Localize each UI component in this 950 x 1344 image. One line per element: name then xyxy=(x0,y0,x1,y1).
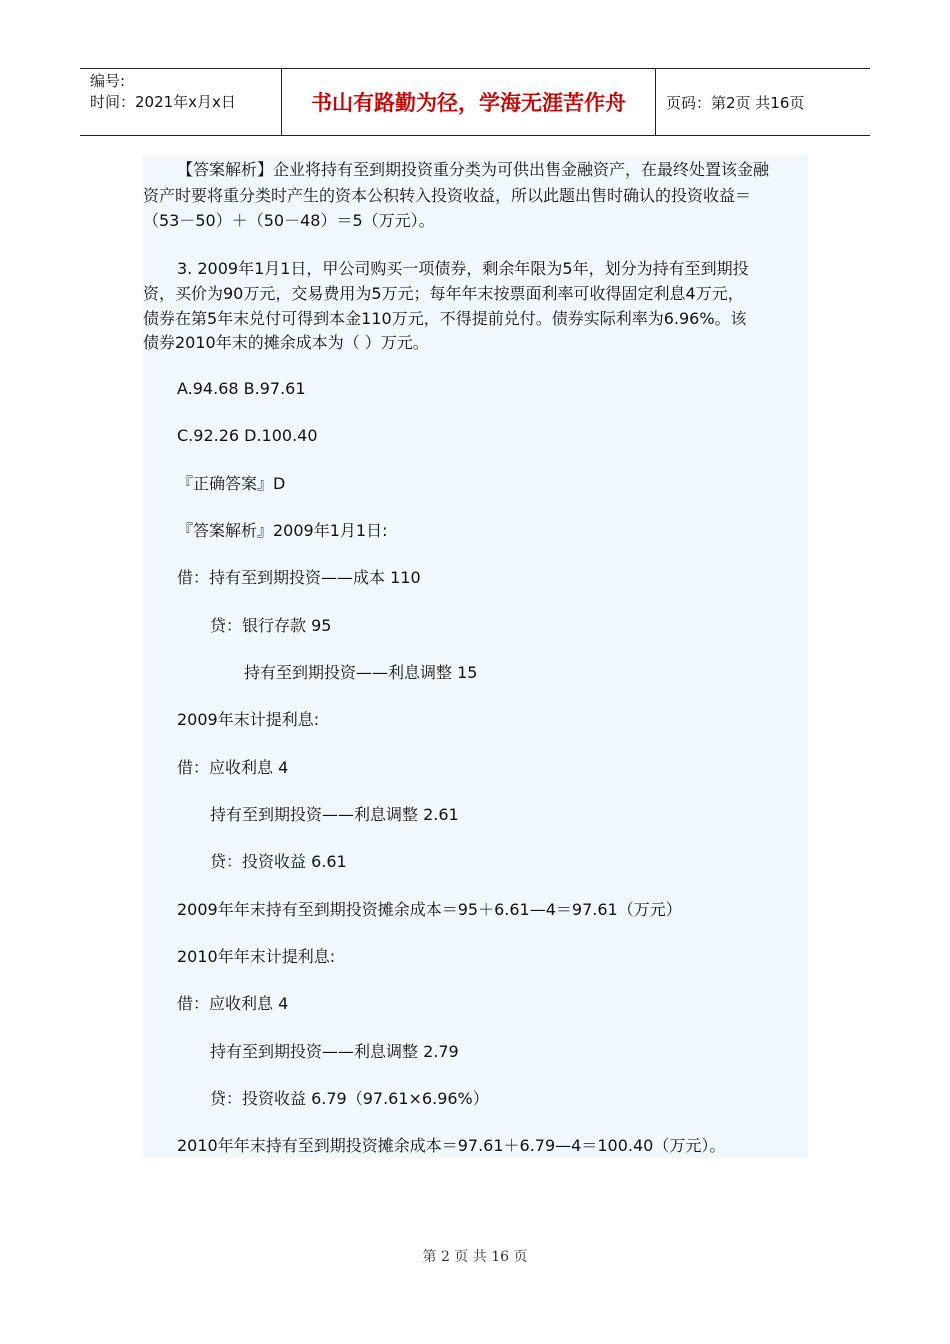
journal-entry-line: 持有至到期投资——利息调整 15 xyxy=(244,663,478,682)
journal-entry-line: 贷：投资收益 6.61 xyxy=(210,852,347,871)
number-label: 编号: xyxy=(90,72,126,90)
question-line: 3. 2009年1月1日，甲公司购买一项债券，剩余年限为5年，划分为持有至到期投 xyxy=(177,259,749,278)
options-ab: A.94.68 B.97.61 xyxy=(177,379,306,398)
header-motto: 书山有路勤为径，学海无涯苦作舟 xyxy=(282,69,656,135)
question-line: 债券在第5年末兑付可得到本金110万元，不得提前兑付。债券实际利率为6.96%。该 xyxy=(143,309,747,328)
section-title: 2009年末计提利息: xyxy=(177,710,320,729)
page-header xyxy=(80,68,870,136)
answer-analysis-line: 【答案解析】企业将持有至到期投资重分类为可供出售金融资产，在最终处置该金融 xyxy=(177,160,770,179)
document-body xyxy=(143,155,808,1158)
answer-analysis-line: （53－50）＋（50－48）＝5（万元）。 xyxy=(143,211,435,230)
analysis-header: 『答案解析』2009年1月1日: xyxy=(177,521,388,540)
header-page-label: 页码：第2页 共16页 xyxy=(666,93,805,112)
journal-entry-line: 借：持有至到期投资——成本 110 xyxy=(177,568,421,587)
journal-entry-line: 借：应收利息 4 xyxy=(177,994,289,1013)
journal-entry-line: 持有至到期投资——利息调整 2.61 xyxy=(210,805,459,824)
page-footer: 第 2 页 共 16 页 xyxy=(422,1249,528,1265)
time-label: 时间：2021年x月x日 xyxy=(90,93,236,111)
answer-analysis-line: 资产时要将重分类时产生的资本公积转入投资收益，所以此题出售时确认的投资收益＝ xyxy=(143,186,752,205)
question-line: 债券2010年末的摊余成本为（ ）万元。 xyxy=(143,333,429,352)
journal-entry-line: 借：应收利息 4 xyxy=(177,758,289,777)
correct-answer: 『正确答案』D xyxy=(177,474,286,493)
journal-entry-line: 贷：投资收益 6.79（97.61×6.96%） xyxy=(210,1089,489,1108)
options-cd: C.92.26 D.100.40 xyxy=(177,426,318,445)
section-title: 2010年年末计提利息: xyxy=(177,947,336,966)
journal-entry-line: 贷：银行存款 95 xyxy=(210,616,332,635)
journal-entry-line: 持有至到期投资——利息调整 2.79 xyxy=(210,1042,459,1061)
amortized-cost-line: 2009年年末持有至到期投资摊余成本＝95＋6.61—4＝97.61（万元） xyxy=(177,900,682,919)
amortized-cost-line: 2010年年末持有至到期投资摊余成本＝97.61＋6.79—4＝100.40（万元）。 xyxy=(177,1136,726,1155)
question-line: 资，买价为90万元，交易费用为5万元；每年年末按票面利率可收得固定利息4万元， xyxy=(143,284,744,303)
header-meta xyxy=(80,69,282,135)
